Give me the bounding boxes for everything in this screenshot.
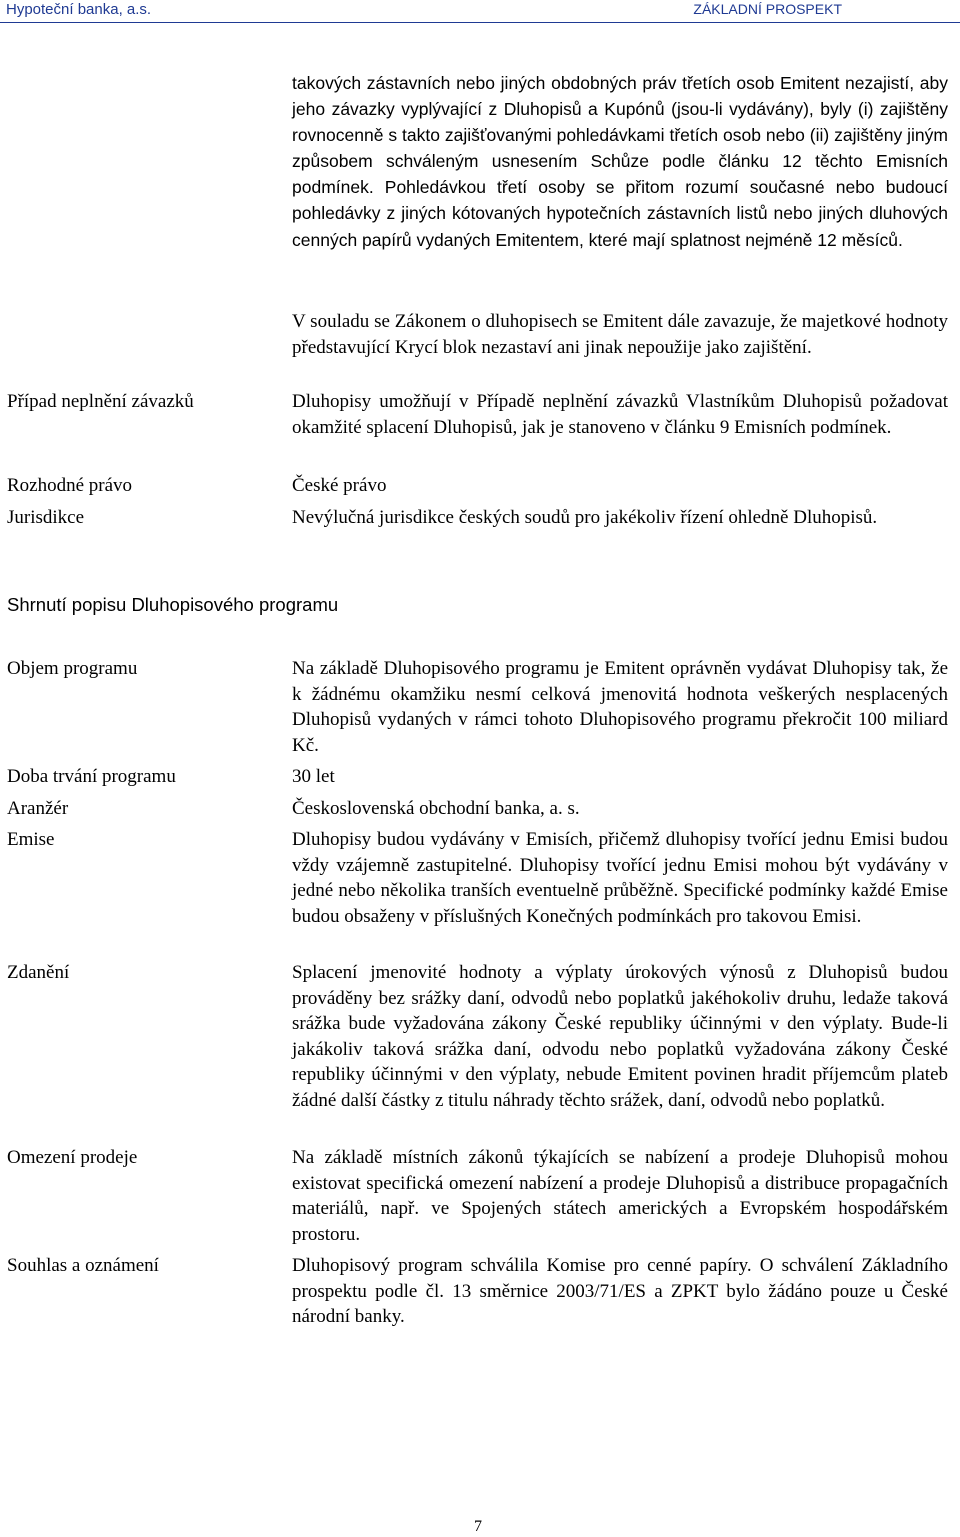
- row-label: Případ neplnění závazků: [7, 391, 194, 412]
- row-text: Na základě Dluhopisového programu je Emitent oprávněn vydávat Dluhopisy tak, že k žádnému okamžiku nesmí celková jmenovitá hodnota veškerých nesplacených Dluhopisů vydaných v rámci tohoto Dluhopisového programu překročit 100 miliard Kč.: [292, 658, 948, 756]
- header-rule: [0, 22, 960, 23]
- row-text: Československá obchodní banka, a. s.: [292, 798, 580, 819]
- row-text: Splacení jmenovité hodnoty a výplaty úrokových výnosů z Dluhopisů budou prováděny bez srážky daní, odvodů nebo poplatků jakéhokoliv druhu, ledaže taková srážka bude vyžadována zákony České republiky účinnými v den výplaty. Bude-li jakákoliv taková srážka daní, odvodu nebo poplatků vyžadována zákony České republiky účinnými v den výplaty, nebude Emitent povinen hradit příjemcům plateb žádné další částky z titulu náhrady těchto srážek, daní, odvodů nebo poplatků.: [292, 962, 948, 1111]
- row-label: Jurisdikce: [7, 507, 85, 528]
- row-text: Nevýlučná jurisdikce českých soudů pro jakékoliv řízení ohledně Dluhopisů.: [292, 507, 878, 528]
- header-issuer: Hypoteční banka, a.s.: [6, 1, 152, 18]
- row-label: Rozhodné právo: [7, 475, 133, 496]
- row-label: Omezení prodeje: [7, 1147, 138, 1168]
- row-label: Aranžér: [7, 798, 69, 819]
- intro-paragraph-2: V souladu se Zákonem o dluhopisech se Emitent dále zavazuje, že majetkové hodnoty představující Krycí blok nezastaví ani jinak nepoužije jako zajištění.: [292, 311, 948, 358]
- row-text: 30 let: [292, 766, 335, 787]
- row-label: Emise: [7, 829, 55, 850]
- section-title: Shrnutí popisu Dluhopisového programu: [7, 594, 339, 615]
- intro-paragraph-1: takových zástavních nebo jiných obdobných práv třetích osob Emitent nezajistí, aby jeho závazky vyplývající z Dluhopisů a Kupónů (jsou-li vydávány), byly (i) zajištěny rovnocenně s takto zajišťovanými pohledávkami třetích osob nebo (ii) zajištěny jiným způsobem schváleným usnesením Schůze podle článku 12 těchto Emisních podmínek. Pohledávkou třetí osoby se přitom rozumí současné nebo budoucí pohledávky z jiných kótovaných hypotečních zástavních listů nebo jiných dluhových cenných papírů vydaných Emitentem, které mají splatnost nejméně 12 měsíců.: [292, 73, 948, 250]
- header-document-title: ZÁKLADNÍ PROSPEKT: [693, 1, 842, 17]
- row-label: Souhlas a oznámení: [7, 1255, 159, 1276]
- page-number: 7: [474, 1518, 482, 1535]
- row-text: Dluhopisy umožňují v Případě neplnění závazků Vlastníkům Dluhopisů požadovat okamžité splacení Dluhopisů, jak je stanoveno v článku 9 Emisních podmínek.: [292, 391, 948, 438]
- page-header: [0, 0, 960, 22]
- row-label: Doba trvání programu: [7, 766, 176, 787]
- row-label: Objem programu: [7, 658, 138, 679]
- row-label: Zdanění: [7, 962, 70, 983]
- row-text: Dluhopisy budou vydávány v Emisích, přičemž dluhopisy tvořící jednu Emisi budou vždy vzájemně zastupitelné. Dluhopisy tvořící jednu Emisi mohou být vydávány v jedné nebo několika tranších eventuelně průběžně. Specifické podmínky každé Emise budou obsaženy v příslušných Konečných podmínkách pro takovou Emisi.: [292, 829, 948, 927]
- row-text: Dluhopisový program schválila Komise pro cenné papíry. O schválení Základního prospektu podle čl. 13 směrnice 2003/71/ES a ZPKT bylo žádáno pouze u České národní banky.: [292, 1255, 948, 1327]
- row-text: České právo: [292, 475, 387, 496]
- row-text: Na základě místních zákonů týkajících se nabízení a prodeje Dluhopisů mohou existovat specifická omezení nabízení a prodeje Dluhopisů a distribuce propagačních materiálů, např. ve Spojených státech amerických a Evropském hospodářském prostoru.: [292, 1147, 948, 1245]
